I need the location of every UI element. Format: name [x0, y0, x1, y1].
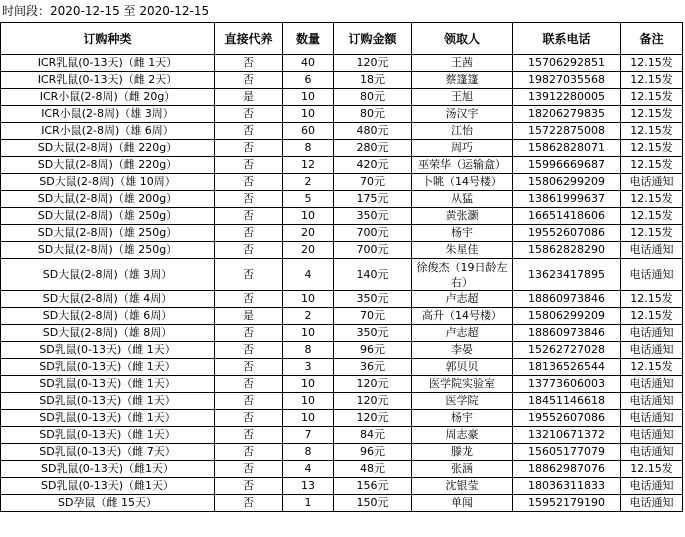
cell-phone: 18036311833 — [513, 478, 621, 495]
cell-quantity: 20 — [283, 225, 334, 242]
cell-amount: 175元 — [334, 191, 412, 208]
cell-product: SD乳鼠(0-13天)（雌1天） — [1, 461, 215, 478]
cell-remark: 电话通知 — [621, 174, 683, 191]
cell-product: SD大鼠(2-8周)（雌 220g） — [1, 157, 215, 174]
cell-recipient: 卢志超 — [412, 325, 513, 342]
cell-remark: 电话通知 — [621, 242, 683, 259]
cell-phone: 15722875008 — [513, 123, 621, 140]
cell-direct-raise: 否 — [215, 55, 283, 72]
table-row — [1, 174, 683, 191]
cell-direct-raise: 否 — [215, 174, 283, 191]
cell-recipient: 从猛 — [412, 191, 513, 208]
cell-remark: 12.15发 — [621, 308, 683, 325]
cell-product: ICR乳鼠(0-13天)（雌 1天） — [1, 55, 215, 72]
cell-product: ICR小鼠(2-8周)（雄 3周） — [1, 106, 215, 123]
cell-recipient: 江怡 — [412, 123, 513, 140]
cell-remark: 电话通知 — [621, 376, 683, 393]
cell-phone: 15952179190 — [513, 495, 621, 512]
cell-recipient: 沈银莹 — [412, 478, 513, 495]
cell-product: ICR乳鼠(0-13天)（雌 2天） — [1, 72, 215, 89]
cell-recipient: 巫荣华（运输盒） — [412, 157, 513, 174]
cell-direct-raise: 否 — [215, 72, 283, 89]
cell-remark: 12.15发 — [621, 55, 683, 72]
cell-amount: 80元 — [334, 89, 412, 106]
cell-recipient: 李晏 — [412, 342, 513, 359]
cell-quantity: 2 — [283, 308, 334, 325]
cell-remark: 电话通知 — [621, 342, 683, 359]
cell-amount: 280元 — [334, 140, 412, 157]
cell-product: SD乳鼠(0-13天)（雌 1天） — [1, 410, 215, 427]
cell-product: SD乳鼠(0-13天)（雌 7天） — [1, 444, 215, 461]
cell-quantity: 10 — [283, 291, 334, 308]
cell-remark: 电话通知 — [621, 495, 683, 512]
cell-remark: 电话通知 — [621, 325, 683, 342]
cell-recipient: 徐俊杰（19日龄左右） — [412, 259, 513, 291]
cell-phone: 15706292851 — [513, 55, 621, 72]
cell-phone: 19552607086 — [513, 410, 621, 427]
cell-amount: 96元 — [334, 342, 412, 359]
cell-recipient: 汤汉宇 — [412, 106, 513, 123]
cell-recipient: 张涵 — [412, 461, 513, 478]
cell-product: SD大鼠(2-8周)（雌 220g） — [1, 140, 215, 157]
cell-direct-raise: 否 — [215, 342, 283, 359]
header-product: 订购种类 — [1, 23, 215, 55]
table-row — [1, 259, 683, 291]
cell-quantity: 13 — [283, 478, 334, 495]
cell-phone: 15806299209 — [513, 308, 621, 325]
cell-recipient: 杨宇 — [412, 225, 513, 242]
cell-direct-raise: 否 — [215, 478, 283, 495]
cell-quantity: 5 — [283, 191, 334, 208]
cell-phone: 15862828290 — [513, 242, 621, 259]
cell-product: ICR小鼠(2-8周)（雌 20g） — [1, 89, 215, 106]
table-row — [1, 72, 683, 89]
cell-phone: 15996669687 — [513, 157, 621, 174]
cell-product: SD大鼠(2-8周)（雄 200g） — [1, 191, 215, 208]
date-range-title: 时间段：2020-12-15 至 2020-12-15 — [2, 4, 210, 18]
table-row — [1, 242, 683, 259]
cell-product: SD大鼠(2-8周)（雄 6周） — [1, 308, 215, 325]
cell-direct-raise: 否 — [215, 427, 283, 444]
table-row — [1, 140, 683, 157]
cell-remark: 12.15发 — [621, 123, 683, 140]
cell-direct-raise: 否 — [215, 410, 283, 427]
cell-amount: 120元 — [334, 376, 412, 393]
cell-recipient: 卜眺（14号楼） — [412, 174, 513, 191]
cell-phone: 18860973846 — [513, 291, 621, 308]
cell-direct-raise: 否 — [215, 393, 283, 410]
cell-quantity: 8 — [283, 342, 334, 359]
cell-direct-raise: 否 — [215, 157, 283, 174]
cell-recipient: 医学院实验室 — [412, 376, 513, 393]
cell-quantity: 8 — [283, 140, 334, 157]
cell-phone: 13210671372 — [513, 427, 621, 444]
cell-remark: 12.15发 — [621, 208, 683, 225]
table-row — [1, 325, 683, 342]
cell-amount: 420元 — [334, 157, 412, 174]
cell-product: SD乳鼠(0-13天)（雌 1天） — [1, 342, 215, 359]
cell-recipient: 医学院 — [412, 393, 513, 410]
cell-direct-raise: 否 — [215, 242, 283, 259]
cell-recipient: 卢志超 — [412, 291, 513, 308]
cell-amount: 120元 — [334, 55, 412, 72]
header-row — [1, 23, 683, 55]
cell-remark: 12.15发 — [621, 157, 683, 174]
cell-remark: 12.15发 — [621, 140, 683, 157]
cell-amount: 150元 — [334, 495, 412, 512]
table-row — [1, 393, 683, 410]
cell-direct-raise: 否 — [215, 495, 283, 512]
cell-amount: 96元 — [334, 444, 412, 461]
cell-remark: 电话通知 — [621, 393, 683, 410]
table-row — [1, 89, 683, 106]
cell-direct-raise: 否 — [215, 259, 283, 291]
cell-amount: 70元 — [334, 308, 412, 325]
cell-quantity: 60 — [283, 123, 334, 140]
cell-quantity: 3 — [283, 359, 334, 376]
cell-amount: 18元 — [334, 72, 412, 89]
cell-product: SD乳鼠(0-13天)（雌 1天） — [1, 393, 215, 410]
cell-quantity: 10 — [283, 89, 334, 106]
header-remark: 备注 — [621, 23, 683, 55]
cell-product: SD大鼠(2-8周)（雄 250g） — [1, 242, 215, 259]
cell-phone: 13912280005 — [513, 89, 621, 106]
cell-amount: 80元 — [334, 106, 412, 123]
cell-amount: 120元 — [334, 393, 412, 410]
cell-remark: 12.15发 — [621, 225, 683, 242]
cell-remark: 电话通知 — [621, 259, 683, 291]
cell-remark: 12.15发 — [621, 89, 683, 106]
cell-remark: 12.15发 — [621, 291, 683, 308]
cell-amount: 84元 — [334, 427, 412, 444]
cell-recipient: 黄张灏 — [412, 208, 513, 225]
cell-recipient: 郭贝贝 — [412, 359, 513, 376]
cell-recipient: 杨宇 — [412, 410, 513, 427]
header-amount: 订购金额 — [334, 23, 412, 55]
cell-phone: 15262727028 — [513, 342, 621, 359]
header-recipient: 领取人 — [412, 23, 513, 55]
table-row — [1, 55, 683, 72]
cell-direct-raise: 否 — [215, 461, 283, 478]
table-row — [1, 427, 683, 444]
cell-remark: 12.15发 — [621, 72, 683, 89]
cell-direct-raise: 否 — [215, 325, 283, 342]
cell-product: SD乳鼠(0-13天)（雌 1天） — [1, 427, 215, 444]
cell-quantity: 7 — [283, 427, 334, 444]
cell-quantity: 10 — [283, 376, 334, 393]
cell-direct-raise: 否 — [215, 291, 283, 308]
cell-amount: 156元 — [334, 478, 412, 495]
cell-quantity: 10 — [283, 410, 334, 427]
cell-quantity: 10 — [283, 393, 334, 410]
cell-product: SD大鼠(2-8周)（雄 8周） — [1, 325, 215, 342]
cell-phone: 13861999637 — [513, 191, 621, 208]
cell-product: ICR小鼠(2-8周)（雄 6周） — [1, 123, 215, 140]
cell-quantity: 4 — [283, 461, 334, 478]
table-row — [1, 444, 683, 461]
cell-recipient: 滕龙 — [412, 444, 513, 461]
cell-direct-raise: 否 — [215, 444, 283, 461]
cell-amount: 700元 — [334, 242, 412, 259]
cell-quantity: 10 — [283, 106, 334, 123]
cell-quantity: 20 — [283, 242, 334, 259]
cell-remark: 12.15发 — [621, 359, 683, 376]
cell-product: SD大鼠(2-8周)（雄 10周） — [1, 174, 215, 191]
cell-quantity: 40 — [283, 55, 334, 72]
cell-recipient: 王茜 — [412, 55, 513, 72]
cell-recipient: 蔡篷篷 — [412, 72, 513, 89]
cell-phone: 13623417895 — [513, 259, 621, 291]
cell-direct-raise: 否 — [215, 191, 283, 208]
cell-quantity: 8 — [283, 444, 334, 461]
cell-direct-raise: 否 — [215, 140, 283, 157]
cell-amount: 480元 — [334, 123, 412, 140]
cell-remark: 电话通知 — [621, 478, 683, 495]
cell-phone: 15806299209 — [513, 174, 621, 191]
cell-phone: 19827035568 — [513, 72, 621, 89]
cell-product: SD大鼠(2-8周)（雄 3周） — [1, 259, 215, 291]
table-row — [1, 478, 683, 495]
cell-direct-raise: 否 — [215, 376, 283, 393]
cell-recipient: 单闻 — [412, 495, 513, 512]
cell-recipient: 周巧 — [412, 140, 513, 157]
table-row — [1, 191, 683, 208]
cell-remark: 电话通知 — [621, 410, 683, 427]
cell-quantity: 2 — [283, 174, 334, 191]
cell-amount: 48元 — [334, 461, 412, 478]
cell-recipient: 朱星佳 — [412, 242, 513, 259]
cell-product: SD乳鼠(0-13天)（雌1天） — [1, 478, 215, 495]
cell-phone: 15862828071 — [513, 140, 621, 157]
cell-quantity: 12 — [283, 157, 334, 174]
cell-quantity: 6 — [283, 72, 334, 89]
cell-quantity: 10 — [283, 208, 334, 225]
cell-phone: 18206279835 — [513, 106, 621, 123]
cell-amount: 120元 — [334, 410, 412, 427]
cell-amount: 140元 — [334, 259, 412, 291]
cell-product: SD乳鼠(0-13天)（雌 1天） — [1, 359, 215, 376]
cell-direct-raise: 是 — [215, 89, 283, 106]
cell-amount: 350元 — [334, 208, 412, 225]
cell-remark: 12.15发 — [621, 461, 683, 478]
table-row — [1, 410, 683, 427]
cell-direct-raise: 否 — [215, 208, 283, 225]
cell-remark: 电话通知 — [621, 427, 683, 444]
cell-phone: 18451146618 — [513, 393, 621, 410]
cell-product: SD大鼠(2-8周)（雄 250g） — [1, 208, 215, 225]
cell-phone: 18862987076 — [513, 461, 621, 478]
cell-phone: 18860973846 — [513, 325, 621, 342]
table-row — [1, 376, 683, 393]
cell-product: SD乳鼠(0-13天)（雌 1天） — [1, 376, 215, 393]
cell-phone: 18136526544 — [513, 359, 621, 376]
table-row — [1, 495, 683, 512]
cell-amount: 350元 — [334, 291, 412, 308]
order-table — [0, 22, 683, 512]
cell-remark: 12.15发 — [621, 106, 683, 123]
cell-amount: 70元 — [334, 174, 412, 191]
cell-product: SD大鼠(2-8周)（雄 250g） — [1, 225, 215, 242]
table-row — [1, 359, 683, 376]
cell-remark: 12.15发 — [621, 191, 683, 208]
table-row — [1, 291, 683, 308]
table-row — [1, 208, 683, 225]
cell-phone: 19552607086 — [513, 225, 621, 242]
table-row — [1, 106, 683, 123]
table-row — [1, 308, 683, 325]
header-phone: 联系电话 — [513, 23, 621, 55]
table-row — [1, 157, 683, 174]
cell-amount: 700元 — [334, 225, 412, 242]
header-direct-raise: 直接代养 — [215, 23, 283, 55]
table-body — [1, 55, 683, 512]
header-quantity: 数量 — [283, 23, 334, 55]
table-row — [1, 342, 683, 359]
cell-product: SD孕鼠（雌 15天） — [1, 495, 215, 512]
cell-product: SD大鼠(2-8周)（雄 4周） — [1, 291, 215, 308]
cell-quantity: 10 — [283, 325, 334, 342]
cell-remark: 电话通知 — [621, 444, 683, 461]
table-row — [1, 461, 683, 478]
cell-direct-raise: 否 — [215, 225, 283, 242]
cell-phone: 16651418606 — [513, 208, 621, 225]
table-row — [1, 123, 683, 140]
cell-quantity: 4 — [283, 259, 334, 291]
table-row — [1, 225, 683, 242]
cell-direct-raise: 否 — [215, 123, 283, 140]
cell-recipient: 周志豪 — [412, 427, 513, 444]
cell-recipient: 高升（14号楼） — [412, 308, 513, 325]
cell-quantity: 1 — [283, 495, 334, 512]
cell-phone: 13773606003 — [513, 376, 621, 393]
cell-direct-raise: 是 — [215, 308, 283, 325]
cell-amount: 36元 — [334, 359, 412, 376]
cell-recipient: 王旭 — [412, 89, 513, 106]
cell-direct-raise: 否 — [215, 359, 283, 376]
cell-direct-raise: 否 — [215, 106, 283, 123]
cell-phone: 15605177079 — [513, 444, 621, 461]
cell-amount: 350元 — [334, 325, 412, 342]
